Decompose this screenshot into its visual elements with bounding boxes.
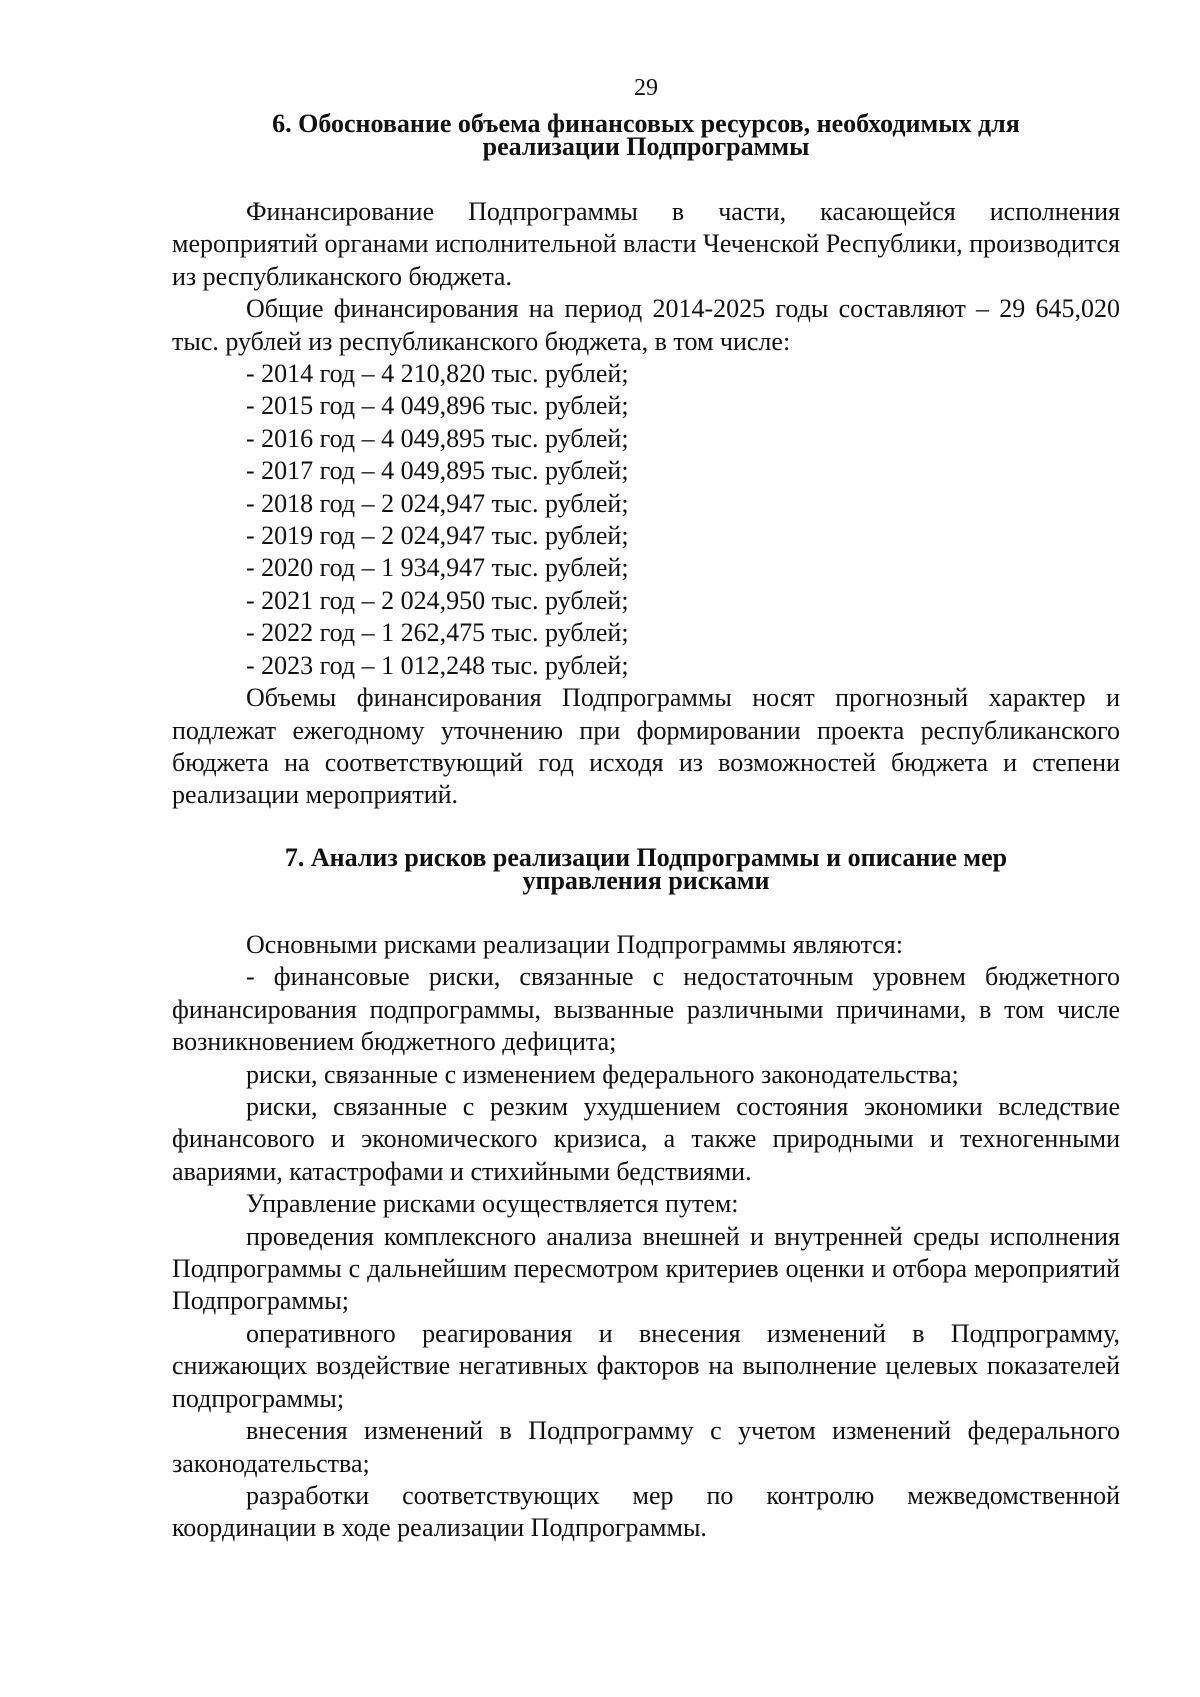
section-6-heading-line-2: реализации Подпрограммы <box>482 132 810 161</box>
section-6-heading <box>172 109 1120 161</box>
paragraph: Финансирование Подпрограммы в части, касающейся исполнения мероприятий органами исполнительной власти Чеченской Республики, производится из республиканского бюджета. <box>172 197 1120 291</box>
section-6-heading-line-1: 6. Обоснование объема финансовых ресурсов, необходимых для <box>272 109 1020 138</box>
list-item: - 2019 год – 2 024,947 тыс. рублей; <box>246 521 629 551</box>
paragraph: оперативного реагирования и внесения изменений в Подпрограмму, снижающих воздействие негативных факторов на выполнение целевых показателей подпрограммы; <box>172 1318 1120 1413</box>
list-item: - 2017 год – 4 049,895 тыс. рублей; <box>246 456 629 486</box>
list-item: - 2020 год – 1 934,947 тыс. рублей; <box>246 553 629 583</box>
section-7-heading <box>172 843 1120 895</box>
paragraph: Объемы финансирования Подпрограммы носят прогнозный характер и подлежат ежегодному уточнению при формировании проекта республиканского бюджета на соответствующий год исходя из возможностей бюджета и степени реализации мероприятий. <box>172 683 1120 810</box>
paragraph: риски, связанные с изменением федерального законодательства; <box>246 1059 959 1089</box>
list-item: - 2014 год – 4 210,820 тыс. рублей; <box>246 359 629 389</box>
list-item: - 2018 год – 2 024,947 тыс. рублей; <box>246 488 629 518</box>
list-item: - 2015 год – 4 049,896 тыс. рублей; <box>246 391 629 421</box>
paragraph: внесения изменений в Подпрограмму с учетом изменений федерального законодательства; <box>172 1416 1120 1478</box>
paragraph: разработки соответствующих мер по контролю межведомственной координации в ходе реализации Подпрограммы. <box>172 1480 1120 1543</box>
paragraph: Управление рисками осуществляется путем: <box>246 1189 739 1219</box>
paragraph: Основными рисками реализации Подпрограммы являются: <box>246 930 903 959</box>
paragraph: - финансовые риски, связанные с недостаточным уровнем бюджетного финансирования подпрограммы, вызванные различными причинами, в том числе возникновением бюджетного дефицита; <box>172 962 1120 1057</box>
section-7-body <box>172 929 1120 1545</box>
paragraph: риски, связанные с резким ухудшением состояния экономики вследствие финансового и экономического кризиса, а также природными и техногенными авариями, катастрофами и стихийными бедствиями. <box>172 1092 1120 1186</box>
paragraph: проведения комплексного анализа внешней и внутренней среды исполнения Подпрограммы с дальнейшим пересмотром критериев оценки и отбора мероприятий Подпрограммы; <box>172 1221 1120 1316</box>
paragraph: Общие финансирования на период 2014-2025 годы составляют – 29 645,020 тыс. рублей из республиканского бюджета, в том числе: <box>172 294 1120 356</box>
page-number: 29 <box>634 75 658 101</box>
list-item: - 2022 год – 1 262,475 тыс. рублей; <box>246 618 629 648</box>
list-item: - 2023 год – 1 012,248 тыс. рублей; <box>246 650 629 680</box>
section-7-heading-line-2: управления рисками <box>522 866 770 895</box>
list-item: - 2021 год – 2 024,950 тыс. рублей; <box>246 585 629 615</box>
section-7-heading-line-1: 7. Анализ рисков реализации Подпрограммы и описание мер <box>284 843 1008 872</box>
list-item: - 2016 год – 4 049,895 тыс. рублей; <box>246 423 629 453</box>
section-6-body <box>172 196 1120 812</box>
